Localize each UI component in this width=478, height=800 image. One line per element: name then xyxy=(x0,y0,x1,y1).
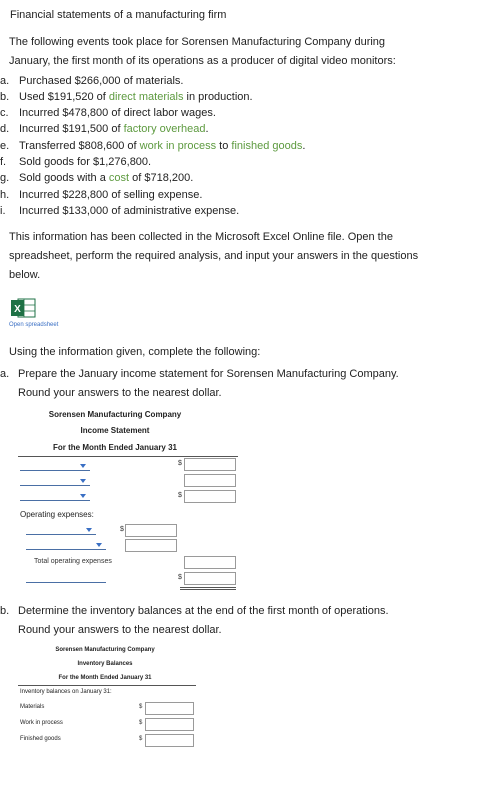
dollar-sign: $ xyxy=(120,526,124,533)
event-letter: h. xyxy=(0,189,10,201)
excel-icon[interactable] xyxy=(10,298,36,318)
event-item xyxy=(0,172,193,184)
dollar-sign: $ xyxy=(139,704,143,710)
event-letter: e. xyxy=(0,140,10,152)
dollar-sign: $ xyxy=(139,736,143,742)
glossary-link[interactable]: factory overhead xyxy=(123,123,206,135)
income-amount-1[interactable] xyxy=(184,458,236,471)
dollar-sign: $ xyxy=(178,460,182,467)
event-text: Sold goods with a xyxy=(19,172,109,184)
glossary-link[interactable]: direct materials xyxy=(108,91,184,103)
event-text: . xyxy=(302,140,306,152)
info-line-2: spreadsheet, perform the required analysis, and input your answers in the questions xyxy=(9,250,419,262)
chevron-down-icon[interactable] xyxy=(96,543,102,547)
page-title: Financial statements of a manufacturing firm xyxy=(10,9,227,21)
event-text: of $718,200. xyxy=(129,172,194,184)
total-opex-amount[interactable] xyxy=(184,556,236,569)
event-item xyxy=(0,205,239,217)
finished-goods-amount[interactable] xyxy=(145,734,194,747)
total-operating-expenses-label: Total operating expenses xyxy=(34,558,112,565)
info-line-3: below. xyxy=(9,269,41,281)
part-b-line-2: Round your answers to the nearest dollar. xyxy=(18,624,222,636)
income-amount-3[interactable] xyxy=(184,490,236,503)
open-spreadsheet-link[interactable]: Open spreadsheet xyxy=(9,322,59,328)
income-dropdown-1[interactable] xyxy=(20,470,90,471)
event-text: Incurred $478,800 of direct labor wages. xyxy=(19,107,216,119)
chevron-down-icon[interactable] xyxy=(80,464,86,468)
inventory-period: For the Month Ended January 31 xyxy=(58,675,152,681)
dollar-sign: $ xyxy=(178,492,182,499)
operating-expenses-label: Operating expenses: xyxy=(20,510,94,519)
intro-line-1: The following events took place for Sorensen Manufacturing Company during xyxy=(9,36,386,48)
event-item xyxy=(0,140,305,152)
event-letter: b. xyxy=(0,91,10,103)
income-company-name: Sorensen Manufacturing Company xyxy=(48,410,182,419)
event-text: to xyxy=(216,140,232,152)
inventory-row-materials: Materials xyxy=(20,704,45,710)
event-text: Transferred $808,600 of xyxy=(19,140,140,152)
info-line-1: This information has been collected in the Microsoft Excel Online file. Open the xyxy=(9,231,393,243)
inventory-statement-title: Inventory Balances xyxy=(77,661,133,667)
chevron-down-icon[interactable] xyxy=(80,479,86,483)
event-letter: f. xyxy=(0,156,7,168)
part-a-letter: a. xyxy=(0,368,10,380)
event-item xyxy=(0,123,209,135)
event-text: . xyxy=(205,123,209,135)
income-statement-title: Income Statement xyxy=(80,426,150,435)
dollar-sign: $ xyxy=(139,720,143,726)
intro-line-2: January, the first month of its operations as a producer of digital video monitors: xyxy=(9,55,396,67)
part-b-letter: b. xyxy=(0,605,10,617)
instructions: Using the information given, complete the following: xyxy=(9,346,261,358)
event-text: in production. xyxy=(183,91,253,103)
inventory-header-rule xyxy=(18,685,196,686)
part-a-line-2: Round your answers to the nearest dollar. xyxy=(18,387,222,399)
chevron-down-icon[interactable] xyxy=(86,528,92,532)
inventory-row-work-in-process: Work in process xyxy=(20,720,63,726)
event-text: Purchased $266,000 of materials. xyxy=(19,75,184,87)
opex-amount-2[interactable] xyxy=(125,539,177,552)
dollar-sign: $ xyxy=(178,574,182,581)
inventory-subtitle: Inventory balances on January 31: xyxy=(20,689,112,695)
svg-text:X: X xyxy=(14,304,21,315)
part-b-line-1: Determine the inventory balances at the end of the first month of operations. xyxy=(18,605,389,617)
glossary-link[interactable]: cost xyxy=(108,172,130,184)
income-final-dropdown[interactable] xyxy=(26,582,106,583)
income-dropdown-3[interactable] xyxy=(20,500,90,501)
income-final-amount[interactable] xyxy=(184,572,236,585)
event-item xyxy=(0,75,184,87)
event-item xyxy=(0,156,151,168)
opex-dropdown-2[interactable] xyxy=(26,549,106,550)
part-a-line-1: Prepare the January income statement for Sorensen Manufacturing Company. xyxy=(18,368,399,380)
event-text: Incurred $133,000 of administrative expense. xyxy=(19,205,240,217)
income-period: For the Month Ended January 31 xyxy=(52,443,177,452)
event-text: Incurred $191,500 of xyxy=(19,123,124,135)
materials-amount[interactable] xyxy=(145,702,194,715)
event-item xyxy=(0,107,216,119)
double-underline xyxy=(180,587,236,590)
event-letter: i. xyxy=(0,205,6,217)
event-item xyxy=(0,91,253,103)
income-header-rule xyxy=(18,456,238,457)
event-item xyxy=(0,189,202,201)
income-dropdown-2[interactable] xyxy=(20,485,90,486)
glossary-link[interactable]: finished goods xyxy=(231,140,303,152)
chevron-down-icon[interactable] xyxy=(80,494,86,498)
glossary-link[interactable]: work in process xyxy=(139,140,217,152)
opex-dropdown-1[interactable] xyxy=(26,534,96,535)
inventory-row-finished-goods: Finished goods xyxy=(20,736,61,742)
work-in-process-amount[interactable] xyxy=(145,718,194,731)
event-letter: d. xyxy=(0,123,10,135)
event-text: Sold goods for $1,276,800. xyxy=(19,156,152,168)
event-letter: c. xyxy=(0,107,9,119)
income-amount-2[interactable] xyxy=(184,474,236,487)
event-text: Incurred $228,800 of selling expense. xyxy=(19,189,203,201)
event-text: Used $191,520 of xyxy=(19,91,109,103)
event-letter: a. xyxy=(0,75,10,87)
opex-amount-1[interactable] xyxy=(125,524,177,537)
inventory-company-name: Sorensen Manufacturing Company xyxy=(55,647,155,653)
event-letter: g. xyxy=(0,172,10,184)
